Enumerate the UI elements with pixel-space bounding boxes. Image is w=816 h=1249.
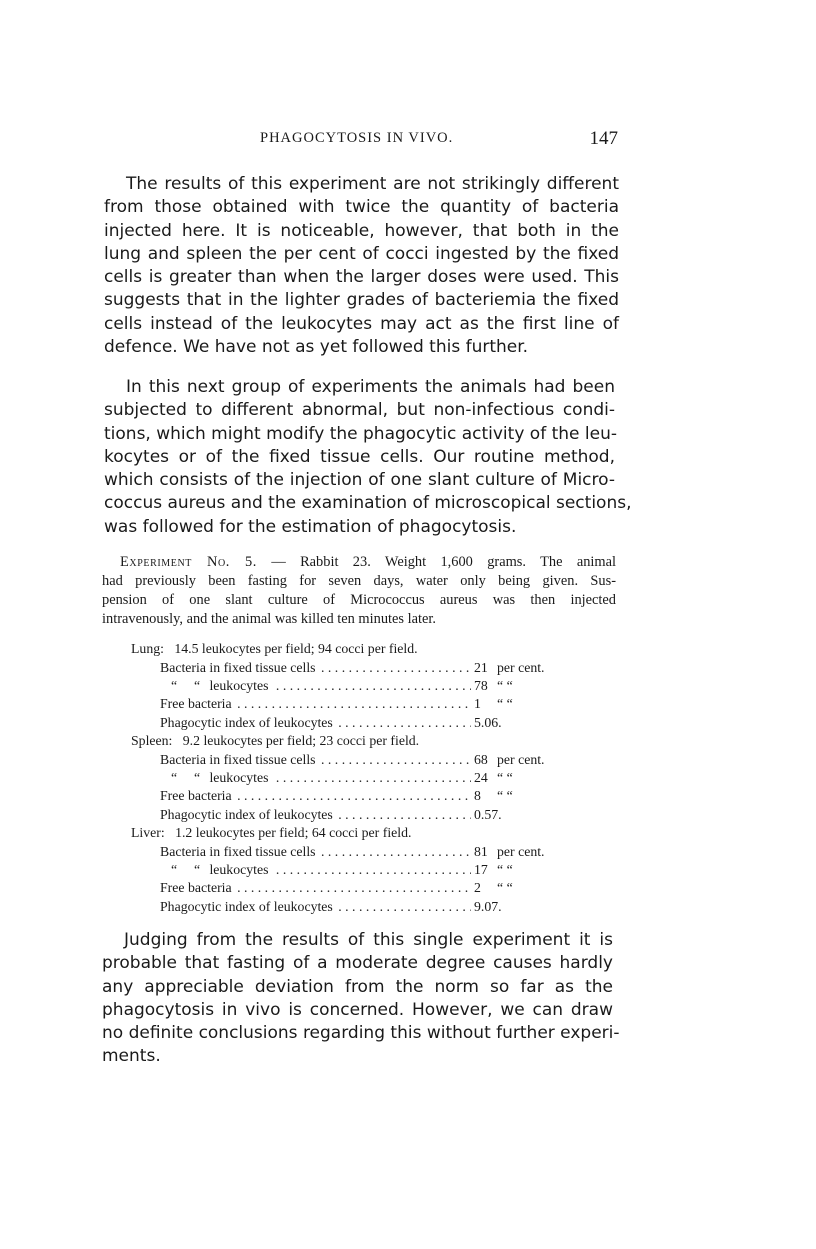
row-value: 0.57. — [474, 806, 502, 822]
row-value: 78 — [474, 677, 488, 693]
text-line: cells is greater than when the larger doses were used. This — [104, 267, 619, 288]
text-line: kocytes or of the fixed tissue cells. Our routine method, — [104, 446, 615, 467]
text-line: ments. — [102, 1046, 161, 1067]
page-number: 147 — [589, 128, 618, 149]
ditto-mark: “ — [190, 769, 206, 787]
text-line: any appreciable deviation from the norm so far as the — [102, 976, 613, 997]
row-value: 5.06. — [474, 714, 502, 730]
table-row — [160, 787, 571, 805]
organ-rows-spleen — [160, 751, 571, 825]
table-row — [160, 806, 571, 824]
text-line: subjected to different abnormal, but non-infectious condi- — [104, 400, 615, 421]
text-line: was followed for the estimation of phagocytosis. — [104, 516, 517, 537]
table-row — [160, 695, 571, 713]
text-line: coccus aureus and the examination of microscopical sections, — [104, 493, 632, 514]
table-row — [160, 898, 571, 916]
organ-name: Lung: — [131, 641, 164, 656]
organ-summary: 14.5 leukocytes per field; 94 cocci per field. — [174, 641, 418, 656]
results-table — [131, 640, 571, 916]
organ-rows-liver — [160, 843, 571, 917]
text-line — [102, 553, 616, 572]
row-unit: “ “ — [497, 862, 513, 878]
row-value: 17 — [474, 862, 488, 878]
organ-summary: 1.2 leukocytes per field; 64 cocci per field. — [175, 825, 412, 841]
row-unit: per cent. — [497, 843, 545, 859]
row-label: Bacteria in fixed tissue cells — [160, 843, 316, 859]
row-label: leukocytes — [209, 677, 269, 693]
row-unit: “ “ — [497, 677, 513, 693]
row-label: Phagocytic index of leukocytes — [160, 806, 333, 822]
paragraph-experiment-group — [104, 376, 632, 539]
row-unit: per cent. — [497, 659, 545, 675]
row-label: Phagocytic index of leukocytes — [160, 714, 333, 730]
text-line: probable that fasting of a moderate degree causes hardly — [102, 953, 613, 974]
row-label: leukocytes — [209, 769, 269, 785]
paragraph-results-comparison — [104, 173, 619, 359]
row-label: Bacteria in fixed tissue cells — [160, 659, 316, 675]
organ-name: Liver: — [131, 825, 165, 841]
running-title: PHAGOCYTOSIS IN VIVO. — [260, 130, 454, 146]
organ-summary: 9.2 leukocytes per field; 23 cocci per field. — [182, 733, 420, 749]
experiment-description — [102, 553, 616, 629]
row-value: 24 — [474, 769, 488, 785]
row-value: 9.07. — [474, 898, 502, 914]
table-row — [160, 843, 571, 861]
ditto-mark: “ — [190, 677, 206, 695]
row-label: Free bacteria — [160, 696, 232, 712]
table-row — [160, 769, 571, 787]
organ-rows-lung — [160, 659, 571, 733]
text-line: intravenously, and the animal was killed ten minutes later. — [102, 611, 436, 627]
text-line: from those obtained with twice the quantity of bacteria — [104, 197, 619, 218]
text-line: injected here. It is noticeable, however, that both in the — [104, 220, 619, 241]
text-line: which consists of the injection of one slant culture of Micro- — [104, 470, 615, 491]
row-label: Bacteria in fixed tissue cells — [160, 751, 316, 767]
paragraph-conclusion — [102, 929, 620, 1069]
row-value: 1 — [474, 696, 481, 712]
row-unit: “ “ — [497, 696, 513, 712]
organ-name: Spleen: — [131, 733, 173, 749]
text-line: phagocytosis in vivo is concerned. However, we can draw — [102, 999, 613, 1020]
row-label: Free bacteria — [160, 788, 232, 804]
organ-heading-spleen — [131, 732, 571, 751]
row-value: 81 — [474, 843, 488, 859]
running-head — [104, 128, 620, 150]
text-line: cells instead of the leukocytes may act as the first line of — [104, 313, 619, 334]
text-line: had previously been fasting for seven days, water only being given. Sus- — [102, 573, 616, 589]
table-row — [160, 714, 571, 732]
ditto-mark: “ — [160, 861, 190, 879]
organ-heading-lung — [131, 640, 571, 659]
row-unit: “ “ — [497, 769, 513, 785]
ditto-mark: “ — [190, 861, 206, 879]
row-value: 8 — [474, 788, 481, 804]
row-value: 68 — [474, 751, 488, 767]
experiment-label: Experiment No. 5. — [120, 554, 257, 570]
text-line: In this next group of experiments the animals had been — [126, 377, 615, 397]
table-row — [160, 861, 571, 879]
table-row — [160, 677, 571, 695]
table-row — [160, 659, 571, 677]
table-row — [160, 751, 571, 769]
text-line: The results of this experiment are not strikingly different — [126, 174, 619, 194]
row-value: 2 — [474, 880, 481, 896]
row-unit: “ “ — [497, 880, 513, 896]
text-line: defence. We have not as yet followed this further. — [104, 337, 529, 358]
ditto-mark: “ — [160, 677, 190, 695]
text-line: suggests that in the lighter grades of bacteriemia the fixed — [104, 290, 619, 311]
text-line: tions, which might modify the phagocytic activity of the leu- — [104, 423, 617, 444]
ditto-mark: “ — [160, 769, 190, 787]
table-row — [160, 879, 571, 897]
row-unit: “ “ — [497, 788, 513, 804]
row-label: Phagocytic index of leukocytes — [160, 898, 333, 914]
text-line: lung and spleen the per cent of cocci ingested by the fixed — [104, 243, 619, 264]
text-line: pension of one slant culture of Micrococcus aureus was then injected — [102, 592, 616, 608]
row-label: Free bacteria — [160, 880, 232, 896]
row-value: 21 — [474, 659, 488, 675]
experiment-intro: — Rabbit 23. Weight 1,600 grams. The animal — [256, 554, 616, 570]
row-label: leukocytes — [209, 862, 269, 878]
organ-heading-liver — [131, 824, 571, 843]
text-line: no definite conclusions regarding this without further experi- — [102, 1023, 620, 1044]
row-unit: per cent. — [497, 751, 545, 767]
text-line: Judging from the results of this single experiment it is — [124, 930, 613, 950]
